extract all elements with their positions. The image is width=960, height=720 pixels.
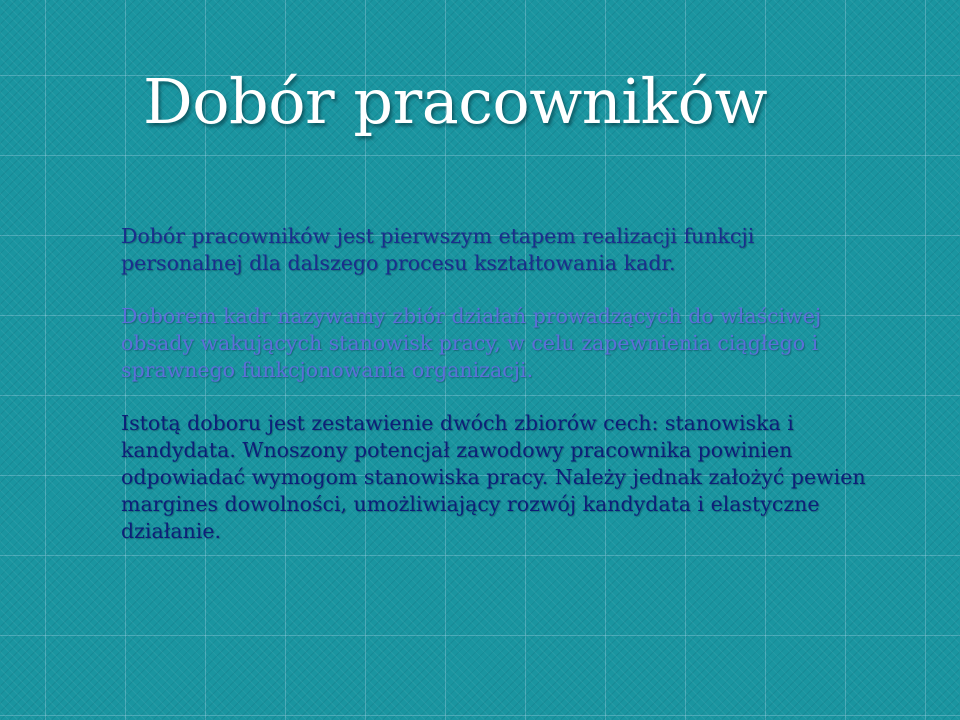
paragraph-recruitment: Doborem kadr nazywamy zbiór działań prowadzących do właściwej obsady wakujących stanowisk pracy, w celu zapewnienia ciągłego i sprawnego funkcjonowania organizacji. <box>121 304 822 382</box>
paragraph-definition: Dobór pracowników jest pierwszym etapem realizacji funkcji personalnej dla dalszego procesu kształtowania kadr. <box>121 224 755 275</box>
slide-body <box>121 223 881 571</box>
paragraph-essence: Istotą doboru jest zestawienie dwóch zbiorów cech: stanowiska i kandydata. Wnoszony potencjał zawodowy pracownika powinien odpowiadać wymogom stanowiska pracy. Należy jednak założyć pewien margines dowolności, umożliwiający rozwój kandydata i elastyczne działanie. <box>121 411 866 543</box>
slide-title: Dobór pracowników <box>143 65 768 138</box>
